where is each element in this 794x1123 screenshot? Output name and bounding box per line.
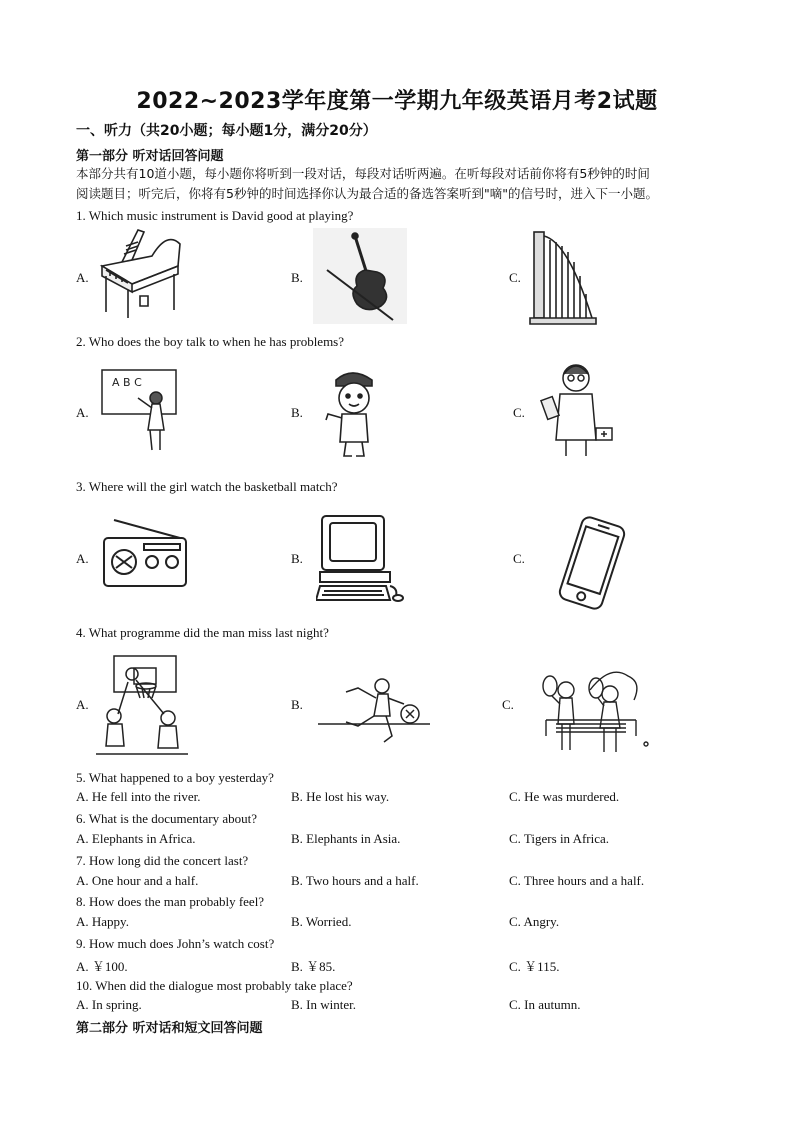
- q9-option-b[interactable]: B. ￥85.: [291, 959, 336, 974]
- tennis-icon: [526, 660, 656, 756]
- question-5: 5. What happened to a boy yesterday?: [76, 770, 274, 785]
- q3-option-c[interactable]: C.: [513, 551, 525, 566]
- q4-option-b[interactable]: B.: [291, 697, 303, 712]
- svg-text:A B C: A B C: [112, 376, 142, 389]
- question-1: 1. Which music instrument is David good at playing?: [76, 208, 354, 223]
- question-4: 4. What programme did the man miss last night?: [76, 625, 329, 640]
- page-title: 2022~2023学年度第一学期九年级英语月考2试题: [136, 89, 658, 114]
- q8-option-a[interactable]: A. Happy.: [76, 914, 129, 929]
- q1-option-c[interactable]: C.: [509, 270, 521, 285]
- q4-option-a[interactable]: A.: [76, 697, 89, 712]
- phone-icon: [554, 516, 630, 610]
- q10-option-a[interactable]: A. In spring.: [76, 997, 142, 1012]
- q7-option-b[interactable]: B. Two hours and a half.: [291, 873, 419, 888]
- q2-option-b[interactable]: B.: [291, 405, 303, 420]
- q3-option-a[interactable]: A.: [76, 551, 89, 566]
- question-10: 10. When did the dialogue most probably take place?: [76, 978, 353, 993]
- radio-icon: [100, 516, 190, 592]
- q10-option-b[interactable]: B. In winter.: [291, 997, 356, 1012]
- q4-option-c[interactable]: C.: [502, 697, 514, 712]
- q1-option-a[interactable]: A.: [76, 270, 89, 285]
- q5-option-a[interactable]: A. He fell into the river.: [76, 789, 201, 804]
- question-2: 2. Who does the boy talk to when he has problems?: [76, 334, 345, 349]
- question-9: 9. How much does John’s watch cost?: [76, 936, 275, 951]
- instructions-line-2: 阅读题目；听完后，你将有5秒钟的时间选择你认为最合适的备选答案听到"嘀"的信号时，进入下一小题。: [76, 186, 658, 201]
- q2-option-a[interactable]: A.: [76, 405, 89, 420]
- question-3: 3. Where will the girl watch the basketball match?: [76, 479, 338, 494]
- q6-option-c[interactable]: C. Tigers in Africa.: [509, 831, 610, 846]
- q6-option-a[interactable]: A. Elephants in Africa.: [76, 831, 196, 846]
- part2-heading: 第二部分 听对话和短文回答问题: [76, 1021, 263, 1036]
- section-heading-listening: 一、听力（共20小题；每小题1分，满分20分）: [76, 123, 377, 139]
- q3-option-b[interactable]: B.: [291, 551, 303, 566]
- q5-option-b[interactable]: B. He lost his way.: [291, 789, 390, 804]
- q6-option-b[interactable]: B. Elephants in Asia.: [291, 831, 401, 846]
- question-7: 7. How long did the concert last?: [76, 853, 249, 868]
- basketball-icon: [96, 654, 188, 756]
- q7-option-c[interactable]: C. Three hours and a half.: [509, 873, 645, 888]
- q5-option-c[interactable]: C. He was murdered.: [509, 789, 620, 804]
- question-6: 6. What is the documentary about?: [76, 811, 257, 826]
- q8-option-b[interactable]: B. Worried.: [291, 914, 352, 929]
- q7-option-a[interactable]: A. One hour and a half.: [76, 873, 199, 888]
- computer-icon: [316, 514, 406, 604]
- question-8: 8. How does the man probably feel?: [76, 894, 265, 909]
- q10-option-c[interactable]: C. In autumn.: [509, 997, 581, 1012]
- q1-option-b[interactable]: B.: [291, 270, 303, 285]
- q9-option-c[interactable]: C. ￥115.: [509, 959, 560, 974]
- instructions-line-1: 本部分共有10道小题，每小题你将听到一段对话，每段对话听两遍。在听每段对话前你将有5秒钟的时间: [76, 166, 650, 181]
- football-icon: [318, 674, 430, 750]
- teacher-icon: [100, 368, 180, 454]
- q2-option-c[interactable]: C.: [513, 405, 525, 420]
- policeman-icon: [324, 366, 382, 460]
- doctor-icon: [540, 360, 616, 460]
- part1-heading: 第一部分 听对话回答问题: [76, 149, 224, 164]
- piano-icon: [92, 226, 184, 322]
- violin-icon: [313, 228, 407, 324]
- harp-icon: [528, 228, 598, 326]
- q9-option-a[interactable]: A. ￥100.: [76, 959, 128, 974]
- q8-option-c[interactable]: C. Angry.: [509, 914, 560, 929]
